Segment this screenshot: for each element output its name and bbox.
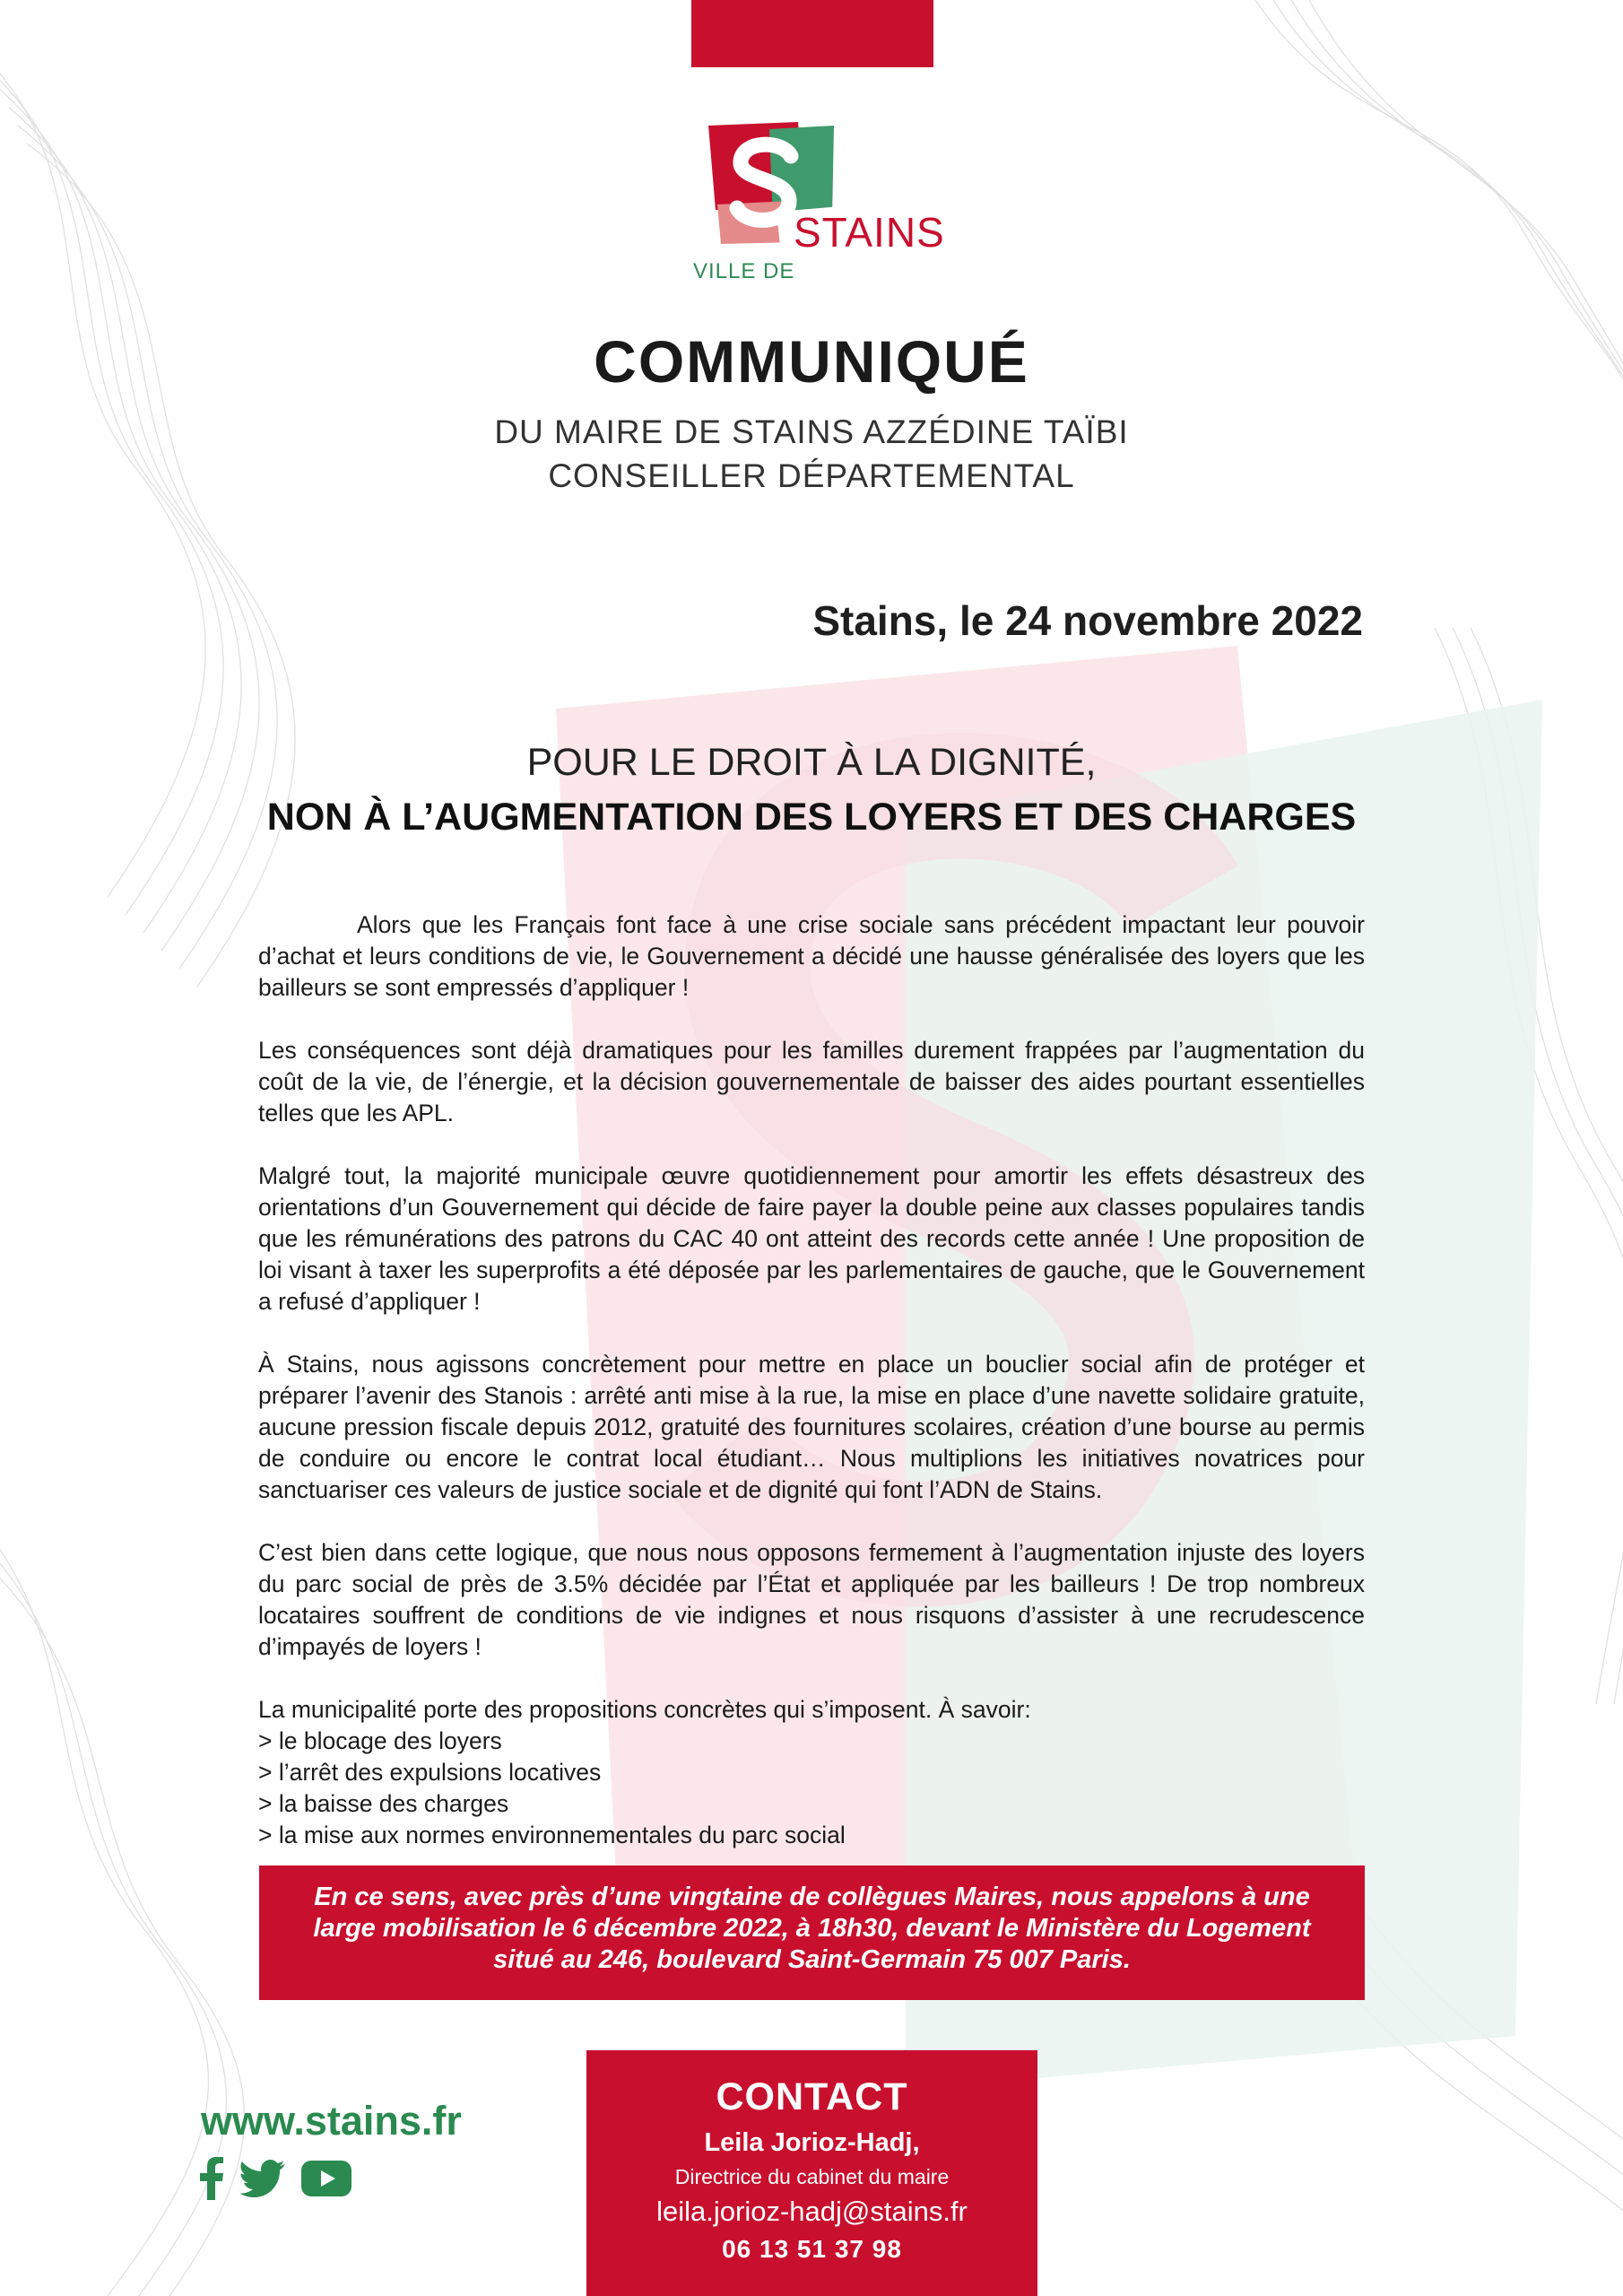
paragraph-3: Malgré tout, la majorité municipale œuvre quotidiennement pour amortir les effets désastreux des orientations d’un Gouvernement qui décide de faire payer la double peine aux classes populaires tandis que les rémunérations des patrons du CAC 40 ont atteint des records cette année ! Une proposition de loi visant à taxer les superprofits a été déposée par les parlementaires de gauche, que le Gouvernement a refusé d’appliquer ! xyxy=(258,1162,1365,1315)
paragraph-2: Les conséquences sont déjà dramatiques pour les familles durement frappées par l’augmentation du coût de la vie, de l’énergie, et la décision gouvernementale de baisser des aides pourtant essentielles telles que les APL. xyxy=(258,1037,1365,1126)
facebook-icon[interactable] xyxy=(199,2157,224,2200)
subtitle-mayor: DU MAIRE DE STAINS AZZÉDINE TAÏBI xyxy=(494,413,1129,450)
contact-title: CONTACT xyxy=(716,2075,908,2118)
list-intro: La municipalité porte des propositions concrètes qui s’imposent. À savoir: xyxy=(258,1696,1031,1723)
callout-line-3: situé au 246, boulevard Saint-Germain 75 007 Paris. xyxy=(493,1945,1131,1974)
twitter-icon[interactable] xyxy=(240,2160,285,2197)
list-item: > la baisse des charges xyxy=(258,1790,509,1817)
social-icons xyxy=(199,2157,352,2200)
body-text xyxy=(258,909,1365,1851)
list-item: > la mise aux normes environnementales du parc social xyxy=(258,1822,846,1848)
headline-line-2: NON À L’AUGMENTATION DES LOYERS ET DES CHARGES xyxy=(266,796,1357,839)
contact-email-link[interactable]: leila.jorioz-hadj@stains.fr xyxy=(656,2196,968,2227)
contact-phone: 06 13 51 37 98 xyxy=(722,2235,902,2263)
contact-name: Leila Jorioz-Hadj, xyxy=(704,2128,920,2157)
contact-box xyxy=(586,2050,1037,2296)
page-title: COMMUNIQUÉ xyxy=(594,328,1029,395)
contact-role: Directrice du cabinet du maire xyxy=(674,2165,950,2188)
proposals-list xyxy=(258,1694,1365,1851)
paragraph-4: À Stains, nous agissons concrètement pour mettre en place un bouclier social afin de protéger et préparer l’avenir des Stanois : arrêté anti mise à la rue, la mise en place d’une navette solidaire gratuite, aucune pression fiscale depuis 2012, gratuité des fournitures scolaires, création d’une bourse au permis de conduire ou encore le contrat local étudiant… Nous multiplions les initiatives novatrices pour sanctuariser ces valeurs de justice sociale et de dignité qui font l’ADN de Stains. xyxy=(258,1351,1365,1503)
subtitle-role: CONSEILLER DÉPARTEMENTAL xyxy=(548,457,1075,494)
date-line: Stains, le 24 novembre 2022 xyxy=(812,597,1363,644)
callout-line-1: En ce sens, avec près d’une vingtaine de collègues Maires, nous appelons à une xyxy=(314,1883,1310,1911)
paragraph-5: C’est bien dans cette logique, que nous nous opposons fermement à l’augmentation injuste des loyers du parc social de près de 3.5% décidée par l’État et appliquée par les bailleurs ! De trop nombreux locataires souffrent de conditions de vie indignes et nous risquons d’assister à une recrudescence d’impayés de loyers ! xyxy=(258,1539,1365,1660)
paragraph-1: Alors que les Français font face à une crise sociale sans précédent impactant leur pouvoir d’achat et leurs conditions de vie, le Gouvernement a décidé une hausse généralisée des loyers que les bailleurs se sont empressés d’appliquer ! xyxy=(258,911,1365,1001)
top-red-bar xyxy=(691,0,933,67)
mobilisation-callout xyxy=(259,1866,1365,2000)
list-item: > le blocage des loyers xyxy=(258,1727,502,1754)
youtube-icon[interactable] xyxy=(301,2161,352,2196)
logo-ville-de-text: VILLE DE xyxy=(693,259,795,283)
list-item: > l’arrêt des expulsions locatives xyxy=(258,1759,602,1786)
callout-line-2: large mobilisation le 6 décembre 2022, à 18h30, devant le Ministère du Logement xyxy=(313,1914,1311,1943)
website-link[interactable]: www.stains.fr xyxy=(201,2098,462,2144)
logo-stains-text: STAINS xyxy=(794,209,945,256)
headline-line-1: POUR LE DROIT À LA DIGNITÉ, xyxy=(526,741,1097,784)
